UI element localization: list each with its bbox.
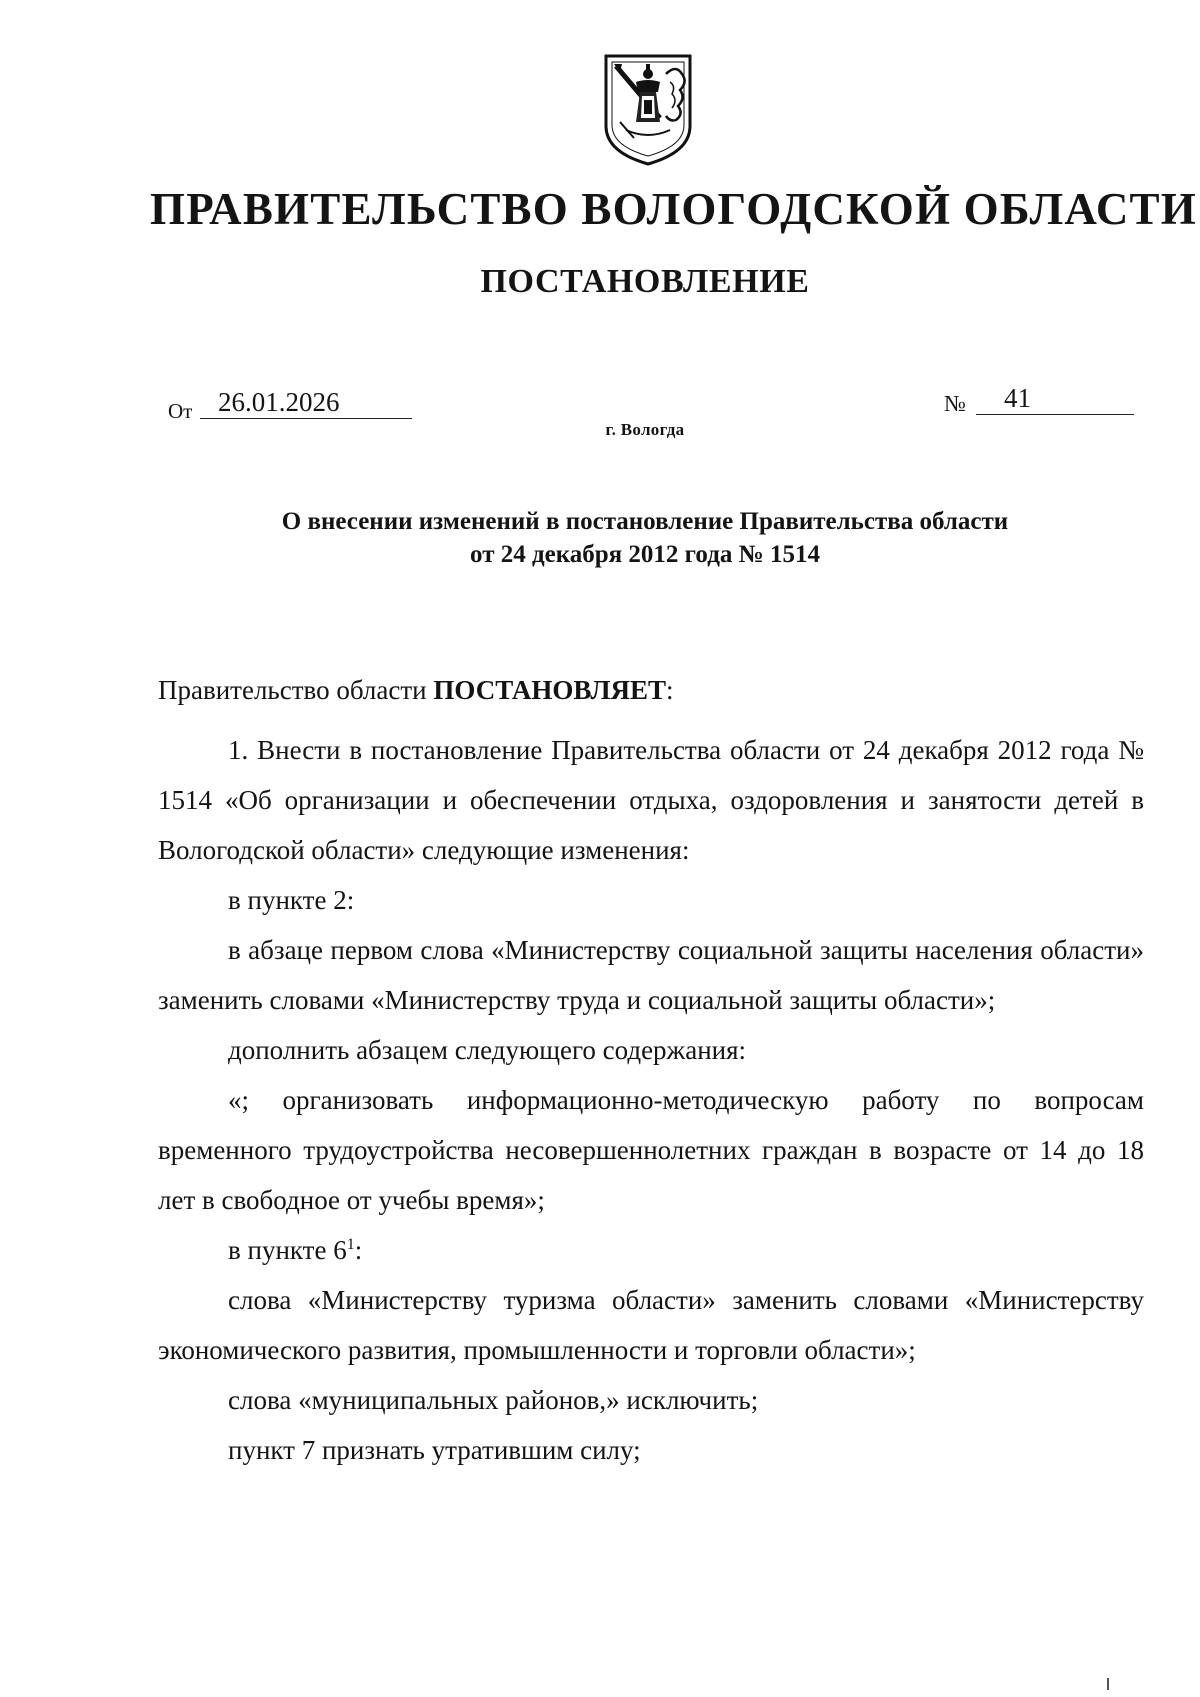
organization-title: ПРАВИТЕЛЬСТВО ВОЛОГОДСКОЙ ОБЛАСТИ <box>150 184 1197 234</box>
coat-of-arms-icon <box>600 52 696 168</box>
scan-artifact <box>1107 1678 1109 1690</box>
document-body <box>158 665 1144 1475</box>
document-type: ПОСТАНОВЛЕНИЕ <box>480 263 810 300</box>
intro-text: Правительство области <box>158 675 434 705</box>
intro-colon: : <box>665 675 674 705</box>
subject-line-1: О внесении изменений в постановление Правительства области <box>281 508 1009 535</box>
paragraph-1: 1. Внести в постановление Правительства области от 24 декабря 2012 года № 1514 «Об организации и обеспечении отдыха, оздоровления и занятости детей в Вологодской области» следующие изменения: <box>158 735 1144 865</box>
document-date: 26.01.2026 <box>200 387 412 419</box>
paragraph-9: пункт 7 признать утратившим силу; <box>228 1435 641 1465</box>
paragraph-7: слова «Министерству туризма области» заменить словами «Министерству экономического развития, промышленности и торговли области»; <box>158 1285 1144 1365</box>
paragraph-4: дополнить абзацем следующего содержания: <box>228 1035 747 1065</box>
document-number: 41 <box>976 383 1134 415</box>
paragraph-6 <box>158 1225 1144 1275</box>
number-prefix: № <box>944 391 966 416</box>
paragraph-6-superscript: 1 <box>346 1236 355 1253</box>
paragraph-6-colon: : <box>354 1235 363 1265</box>
paragraph-2: в пункте 2: <box>228 885 355 915</box>
subject-line-2: от 24 декабря 2012 года № 1514 <box>470 541 820 568</box>
paragraph-8: слова «муниципальных районов,» исключить; <box>228 1385 759 1415</box>
date-prefix: От <box>168 399 193 423</box>
document-city: г. Вологда <box>605 420 685 439</box>
intro-keyword: ПОСТАНОВЛЯЕТ <box>433 675 666 705</box>
paragraph-3: в абзаце первом слова «Министерству социальной защиты населения области» заменить словами «Министерству труда и социальной защиты области»; <box>158 935 1144 1015</box>
paragraph-6-text: в пункте 6 <box>228 1235 347 1265</box>
paragraph-5: «; организовать информационно-методическую работу по вопросам временного трудоустройства несовершеннолетних граждан в возрасте от 14 до 18 лет в свободное от учебы время»; <box>158 1085 1144 1215</box>
resolution-intro <box>158 665 1144 715</box>
document-subject <box>200 505 1090 571</box>
